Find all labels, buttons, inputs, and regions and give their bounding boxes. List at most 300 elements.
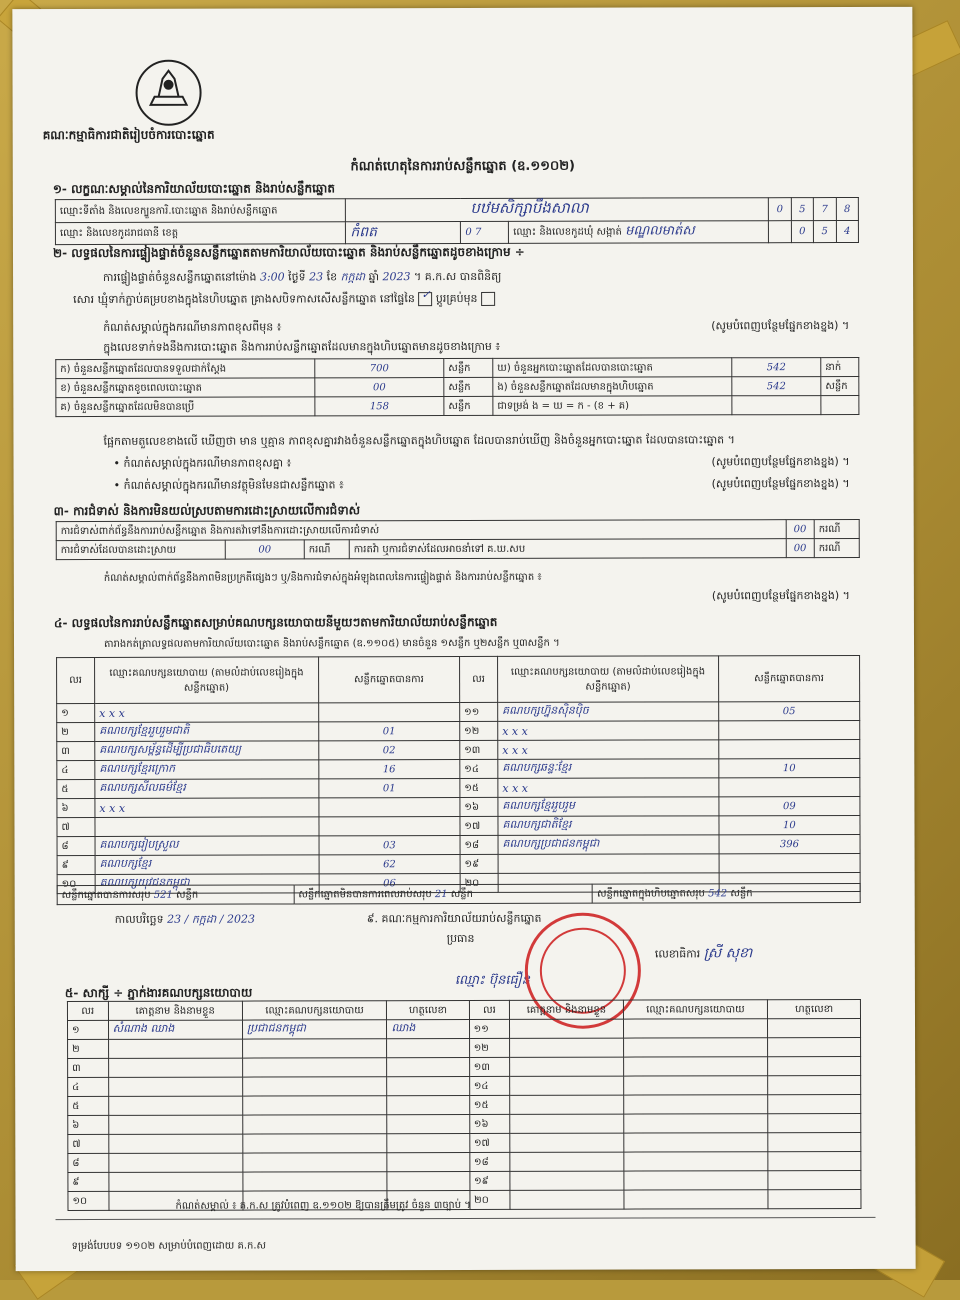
total-valid-label: សន្លឹកឆ្នោតបានការសរុប — [61, 889, 151, 901]
result-row — [57, 739, 860, 760]
result-votes: 10 — [782, 762, 796, 774]
result-party-cell — [498, 778, 719, 798]
result-row — [57, 701, 860, 722]
result-no: ៤ — [57, 760, 95, 779]
result-votes: 09 — [782, 800, 796, 812]
count-right-unit — [821, 395, 859, 414]
count-left-value: 158 — [369, 400, 389, 412]
result-no: ១៩ — [460, 854, 498, 873]
seal-text: សោរ ឃ្មុំទាក់ភ្ជាប់គម្របខាងក្នុងនៃហិបឆ្នោត គ្រាងសបិទកាសសើសន្លឹកឆ្នោត នៅផ្ទៃនៃ — [73, 292, 415, 307]
result-votes-cell — [319, 741, 460, 760]
col-party: ឈ្មោះគណបក្សនយោបាយ (តាមលំដាប់លេខរៀងក្នុងសន្លឹកឆ្នោត) — [498, 656, 719, 703]
witness-empty-cell — [768, 1018, 861, 1037]
section-1-table — [55, 197, 859, 245]
results-intro: តារាងកត់ត្រាលទ្ធផលតាមការិយាល័យបោះឆ្នោត និងរាប់សន្លឹកឆ្នោត (ឧ.១១០៥) មានចំនួន ១សន្លឹក ឬ២សន្លឹក ឬ៣សន្លឹក ។ — [103, 637, 560, 650]
col-no: លរ — [459, 656, 497, 702]
result-votes-cell — [318, 703, 459, 722]
section-2-heading: ២- លទ្ធផលនៃការផ្ទៀងផ្ទាត់ចំនួនសន្លឹកឆ្នោតតាមការិយាល័យបោះឆ្នោត និងរាប់សន្លឹកឆ្នោតដូចខាងក្រោម ÷ — [52, 244, 525, 261]
witness-row — [68, 1132, 861, 1153]
witness-name-cell — [108, 1115, 242, 1134]
count-left-value: 00 — [372, 381, 386, 393]
result-party: x x x — [502, 724, 528, 738]
before-checkbox[interactable] — [481, 292, 495, 306]
witness-party-cell — [243, 1172, 388, 1191]
count-row — [56, 357, 859, 378]
fill-note-3: (សូមបំពេញបន្ថែមផ្នែកខាងខ្នង) ។ — [711, 476, 850, 491]
witness-no: ១៤ — [469, 1076, 510, 1095]
verification-day: 23 — [309, 270, 324, 284]
witness-empty-cell — [768, 1094, 861, 1113]
province-code: 0 7 — [465, 226, 482, 238]
month-label: ខែ — [326, 270, 338, 284]
appeal-value: 00 — [793, 542, 807, 554]
result-no: ៩ — [57, 855, 95, 874]
section-4-heading: ៤- លទ្ធផលនៃការរាប់សន្លឹកឆ្នោតសម្រាប់គណបក្សនយោបាយនីមួយៗតាមការិយាល័យរាប់សន្លឹកឆ្នោត — [53, 614, 498, 631]
witness-no: ២០ — [470, 1190, 511, 1209]
count-intro: ក្នុងលេខទាក់ទងនឹងការបោះឆ្នោត និងការរាប់សន្លឹកឆ្នោតដែលមានក្នុងហិបឆ្នោតមានដូចខាងក្រោម ៖ — [103, 339, 501, 354]
verification-time: 3:00 — [259, 270, 285, 284]
location-code-2: 5 — [799, 203, 806, 215]
witness-name-cell — [108, 1039, 242, 1058]
witness-empty-cell — [623, 1019, 768, 1038]
result-party-cell — [95, 779, 319, 799]
result-votes: 01 — [382, 782, 396, 794]
section-3-heading: ៣- ការជំទាស់ និងការមិនយល់ស្របតាមការដោះស្រាយលើការជំទាស់ — [53, 503, 361, 519]
witness-sign-cell — [387, 1095, 469, 1114]
col-name: គោត្តនាម និងនាមខ្លួន — [510, 1000, 623, 1019]
witness-no: ១២ — [469, 1038, 510, 1057]
result-no: ៨ — [57, 836, 95, 855]
location-code-1: 0 — [776, 203, 784, 215]
witness-party-cell — [242, 1077, 387, 1096]
result-no: ១៣ — [460, 740, 498, 759]
result-votes: 16 — [382, 763, 396, 775]
commune-code-1: 0 — [799, 226, 806, 238]
witness-no: ១៩ — [470, 1171, 511, 1190]
witness-empty-cell — [623, 1057, 768, 1076]
total-box-value: 542 — [708, 887, 728, 899]
result-row — [57, 796, 860, 817]
count-right-label: ជាទម្រង់ ង = ឃ = ក - (ខ + គ) — [493, 396, 732, 416]
witness-empty-cell — [510, 1152, 623, 1171]
col-party: ឈ្មោះគណបក្សនយោបាយ — [242, 1001, 387, 1020]
result-votes-cell — [319, 855, 460, 874]
witness-empty-cell — [624, 1190, 769, 1209]
count-right-label: ឃ) ចំនួនអ្នកបោះឆ្នោតដែលបានបោះឆ្នោត — [493, 358, 732, 378]
result-no: ១១ — [460, 702, 498, 721]
witness-sign-cell — [387, 1038, 469, 1057]
result-row — [57, 834, 860, 855]
location-value: បឋមសិក្សាបឹងសាលា — [470, 198, 589, 217]
chair-signature: ឈ្មោះ ប៊ុនធឿន — [454, 972, 530, 989]
witness-empty-cell — [510, 1114, 623, 1133]
witness-empty-cell — [624, 1152, 769, 1171]
unit: ករណី — [814, 519, 859, 538]
witness-empty-cell — [510, 1076, 623, 1095]
count-right-cell — [732, 377, 821, 396]
fill-note-2: (សូមបំពេញបន្ថែមផ្នែកខាងខ្នង) ។ — [711, 454, 850, 469]
footer-divider — [56, 1217, 876, 1220]
unit: សន្លឹក — [175, 889, 199, 901]
seal-checkbox[interactable]: ✓ — [418, 292, 432, 306]
commune-code-2: 5 — [821, 226, 828, 238]
result-votes-cell — [718, 720, 859, 739]
count-left-unit: សន្លឹក — [444, 358, 493, 377]
witness-empty-cell — [768, 1151, 861, 1170]
witness-name-cell — [108, 1172, 242, 1191]
col-no: លរ — [57, 657, 95, 703]
witness-note: កំណត់សម្គាល់ ៖ គ.ក.ស ត្រូវបំពេញ ឧ.១១០២ ឱ្យបានត្រឹមត្រូវ ចំនួន ៣ច្បាប់ ។ — [175, 1199, 471, 1212]
witness-sign: ឈាង — [391, 1021, 416, 1035]
province-label: ឈ្មោះ និងលេខកូដរាជធានី ខេត្ត — [55, 222, 345, 245]
result-party-cell — [498, 816, 719, 836]
count-row — [56, 395, 859, 416]
result-party-cell — [498, 702, 719, 722]
witness-party-cell — [243, 1153, 388, 1172]
commune-label: ឈ្មោះ និងលេខកូដឃុំ សង្កាត់ — [513, 226, 622, 238]
witness-empty-cell — [623, 1133, 768, 1152]
result-no: ៥ — [57, 779, 95, 798]
commune-code-3: 4 — [843, 225, 851, 238]
result-no: ២ — [57, 722, 95, 741]
result-party-cell — [95, 741, 319, 761]
result-votes: 396 — [779, 838, 799, 850]
form-sheet — [12, 7, 915, 1271]
count-left-label: ក) ចំនួនសន្លឹកឆ្នោតដែលបានទទួលជាក់ស្តែង — [56, 359, 315, 379]
result-party-cell — [498, 797, 719, 817]
count-right-value: 542 — [766, 380, 786, 392]
col-party: ឈ្មោះគណបក្សនយោបាយ (តាមលំដាប់លេខរៀងក្នុងសន្លឹកឆ្នោត) — [95, 657, 319, 704]
seal-line — [73, 288, 495, 309]
secretary-signature: ស្រី សុខា — [703, 945, 753, 962]
witness-party-cell — [242, 1020, 387, 1039]
fill-note-1: (សូមបំពេញបន្ថែមផ្នែកខាងខ្នង) ។ — [711, 318, 850, 333]
location-code-4: 8 — [843, 203, 851, 215]
result-votes: 01 — [382, 725, 396, 737]
witness-empty-cell — [768, 1132, 861, 1151]
result-party: គណបក្សខ្មែររួបរួម — [502, 798, 576, 812]
result-no: ៧ — [57, 817, 95, 836]
result-no: ៣ — [57, 741, 95, 760]
resolved-value: 00 — [258, 544, 272, 556]
witness-no: ៦ — [68, 1115, 109, 1134]
result-no: ១៥ — [460, 778, 498, 797]
count-right-cell — [732, 396, 821, 415]
witness-empty-cell — [510, 1095, 623, 1114]
witness-sign-cell — [387, 1057, 469, 1076]
secretary-line — [655, 943, 753, 964]
witness-row — [68, 1113, 861, 1134]
province-value: កំពត — [350, 224, 378, 241]
witness-row — [68, 1094, 861, 1115]
date-value: 23 / កក្កដា / 2023 — [167, 912, 255, 926]
result-votes-cell — [319, 779, 460, 798]
result-votes-cell — [719, 739, 860, 758]
result-party-cell — [498, 721, 719, 741]
witness-empty-cell — [623, 1038, 768, 1057]
witness-empty-cell — [510, 1019, 623, 1038]
witness-empty-cell — [768, 1189, 861, 1208]
unit: សន្លឹក — [450, 888, 474, 900]
totals-table — [57, 883, 861, 905]
count-right-label: ង) ចំនួនសន្លឹកឆ្នោតដែលមានក្នុងហិបឆ្នោត — [493, 377, 732, 397]
result-no: ១៨ — [460, 835, 498, 854]
count-left-value: 700 — [369, 362, 389, 374]
result-votes-cell — [719, 758, 860, 777]
objection-value: 00 — [793, 523, 807, 535]
result-row — [57, 758, 860, 779]
witness-name-cell — [108, 1058, 242, 1077]
witness-no: ១១ — [469, 1019, 510, 1038]
location-label: ឈ្មោះទីតាំង និងលេខក្បួនការិ.បោះឆ្នោត និងរាប់សន្លឹកឆ្នោត — [55, 199, 345, 223]
result-party-cell — [95, 798, 319, 818]
witness-no: ៣ — [68, 1058, 109, 1077]
witness-row — [68, 1056, 861, 1077]
result-party: គណបក្សសម្ព័ន្ធដើម្បីប្រជាធិបតេយ្យ — [99, 742, 242, 756]
result-party-cell — [498, 835, 719, 855]
note-3: • កំណត់សម្គាល់ក្នុងករណីមានវត្ថុមិនមែនជាសន្លឹកឆ្នោត ៖ — [113, 478, 344, 492]
witness-row — [68, 1151, 861, 1172]
witness-empty-cell — [510, 1133, 623, 1152]
count-right-unit: សន្លឹក — [821, 376, 859, 395]
result-party: គណបក្សប្រជាជនកម្ពុជា — [502, 836, 600, 850]
witness-row — [67, 1018, 860, 1039]
col-name: គោត្តនាម និងនាមខ្លួន — [108, 1001, 242, 1020]
witness-no: ២ — [68, 1039, 109, 1058]
result-votes-cell — [719, 777, 860, 796]
witness-empty-cell — [624, 1171, 769, 1190]
total-invalid-value: 21 — [434, 888, 448, 900]
witness-no: ១០ — [68, 1191, 109, 1210]
witness-name-cell — [108, 1153, 242, 1172]
verification-year: 2023 — [382, 270, 411, 284]
result-party: គណបក្សជាតិខ្មែរ — [502, 817, 572, 831]
count-left-cell — [315, 397, 444, 416]
result-votes: 02 — [382, 744, 396, 756]
col-no: លរ — [469, 1000, 510, 1019]
footer-text: ទម្រង់បែបបទ ១១០២ សម្រាប់បំពេញដោយ គ.ក.ស — [71, 1240, 267, 1253]
verification-text: ការផ្ទៀងផ្ទាត់ចំនួនសន្លឹកឆ្នោតនៅម៉ោង — [103, 270, 257, 284]
result-row — [57, 853, 860, 874]
count-left-unit: សន្លឹក — [444, 396, 493, 415]
witness-empty-cell — [768, 1056, 861, 1075]
witness-row — [68, 1075, 861, 1096]
note-1: កំណត់សម្គាល់ក្នុងករណីមានភាពខុសពីមុន ៖ — [103, 320, 282, 334]
result-party-cell — [95, 836, 319, 856]
col-no: លរ — [67, 1001, 108, 1020]
difference-line: ផ្អែកតាមតួលេខខាងលើ ឃើញថា មាន ឬគ្មាន ភាពខុសគ្នារវាងចំនួនសន្លឹកឆ្នោតក្នុងហិបឆ្នោត ដែលបានរាប់ឃើញ និងចំនួនអ្នកបោះឆ្នោត ដែលបានបោះឆ្នោត ។ — [103, 433, 735, 448]
count-left-unit: សន្លឹក — [444, 377, 493, 396]
unit: ករណី — [304, 540, 349, 559]
witness-sign-cell — [387, 1133, 469, 1152]
note-2: • កំណត់សម្គាល់ក្នុងករណីមានភាពខុសគ្នា ៖ — [113, 456, 292, 470]
secretary-label: លេខាធិការ — [654, 947, 701, 961]
unit: ករណី — [814, 538, 859, 557]
result-votes-cell — [719, 834, 860, 853]
witness-sign-cell — [387, 1019, 469, 1038]
witness-empty-cell — [510, 1057, 623, 1076]
date-label: កាលបរិច្ឆេទ — [114, 912, 164, 926]
objection-note: កំណត់សម្គាល់ពាក់ព័ន្ធនឹងភាពមិនប្រក្រតីផ្សេងៗ ឬ/និងការជំទាស់ក្នុងអំឡុងពេលនៃការផ្ទៀងផ្ទាត់ និងការរាប់សន្លឹកឆ្នោត ៖ — [103, 571, 542, 584]
count-left-cell — [315, 378, 444, 397]
total-box-label: សន្លឹកឆ្នោតក្នុងហិបឆ្នោតសរុប — [596, 887, 705, 900]
result-row — [57, 720, 860, 741]
witness-table — [67, 999, 862, 1211]
witness-empty-cell — [623, 1114, 768, 1133]
witness-empty-cell — [768, 1075, 861, 1094]
witness-empty-cell — [623, 1076, 768, 1095]
result-votes-cell — [719, 796, 860, 815]
result-party: គណបក្សរៀបស្រួល — [99, 837, 179, 851]
witness-no: ១៣ — [469, 1057, 510, 1076]
result-votes: 05 — [782, 705, 796, 717]
col-party: ឈ្មោះគណបក្សនយោបាយ — [623, 1000, 768, 1019]
section-5-heading: ៥- សាក្សី ÷ ភ្នាក់ងារគណបក្សនយោបាយ — [64, 985, 253, 1001]
count-left-cell — [315, 359, 444, 378]
unit: សន្លឹក — [730, 887, 753, 899]
result-votes-cell — [319, 798, 460, 817]
result-votes-cell — [319, 817, 460, 836]
result-party-cell — [498, 854, 719, 874]
result-no: ១២ — [460, 721, 498, 740]
witness-empty-cell — [510, 1038, 623, 1057]
witness-empty-cell — [768, 1037, 861, 1056]
section-1-heading: ១- លក្ខណៈសម្គាល់នៃការិយាល័យបោះឆ្នោត និងរាប់សន្លឹកឆ្នោត — [52, 181, 335, 197]
witness-row — [68, 1037, 861, 1058]
count-table — [55, 357, 859, 417]
witness-no: ៩ — [68, 1172, 109, 1191]
col-sign: ហត្ថលេខា — [387, 1000, 469, 1019]
count-right-value: 542 — [766, 361, 786, 373]
result-no: ២០ — [460, 873, 498, 892]
result-votes: 03 — [382, 839, 396, 851]
result-party: គណបក្សខ្មែរក្រោក — [99, 761, 176, 775]
result-votes-cell — [318, 722, 459, 741]
emblem-icon — [132, 57, 204, 129]
result-party: x x x — [502, 781, 529, 795]
result-party: គណបក្សសីលធម៌ខ្មែរ — [99, 780, 186, 794]
witness-party-cell — [243, 1096, 388, 1115]
total-invalid-label: សន្លឹកឆ្នោតមិនបានការពេលរាប់សរុប — [298, 888, 432, 900]
fill-note-4: (សូមបំពេញបន្ថែមផ្នែកខាងខ្នង) ។ — [711, 588, 850, 603]
result-votes: 10 — [782, 819, 796, 831]
result-party-cell — [95, 760, 319, 780]
result-party-cell — [95, 855, 319, 875]
result-party-cell — [95, 722, 319, 742]
witness-no: ១៥ — [469, 1095, 510, 1114]
count-row — [56, 376, 859, 397]
result-party: x x x — [99, 801, 126, 815]
result-votes-cell — [719, 853, 860, 872]
witness-no: ៥ — [68, 1096, 109, 1115]
witness-no: ៧ — [68, 1134, 109, 1153]
count-right-unit: នាក់ — [821, 357, 859, 376]
year-label: ឆ្នាំ — [368, 270, 380, 284]
result-votes-cell — [718, 701, 859, 720]
witness-name-cell — [108, 1096, 242, 1115]
result-party: គណបក្សឆន្ទៈខ្មែរ — [502, 760, 572, 774]
result-party-cell — [498, 740, 719, 760]
witness-no: ៨ — [68, 1153, 109, 1172]
result-votes-cell — [319, 760, 460, 779]
result-party: x x x — [99, 706, 125, 720]
result-party: គណបក្សយុវជនកម្ពុជា — [99, 875, 190, 889]
result-row — [57, 777, 860, 798]
col-sign: ហត្ថលេខា — [768, 999, 861, 1018]
form-title: កំណត់ហេតុនៃការរាប់សន្លឹកឆ្នោត (ឧ.១១០២) — [350, 158, 576, 175]
objection-label: ការជំទាស់ពាក់ព័ន្ធនឹងការរាប់សន្លឹកឆ្នោត និងការតវ៉ាទៅនឹងការដោះស្រាយលើការជំទាស់ — [56, 520, 786, 541]
count-left-label: គ) ចំនួនសន្លឹកឆ្នោតដែលមិនបានប្រើ — [56, 397, 315, 417]
chair-label: ប្រធាន — [446, 931, 475, 946]
witness-empty-cell — [510, 1190, 623, 1209]
total-valid-value: 521 — [153, 889, 173, 901]
witness-name: សំណាង ឈាង — [112, 1021, 175, 1035]
witness-party-cell — [243, 1134, 388, 1153]
witness-party-cell — [242, 1058, 387, 1077]
witness-empty-cell — [768, 1113, 861, 1132]
witness-sign-cell — [387, 1152, 469, 1171]
witness-empty-cell — [510, 1171, 623, 1190]
result-no: ១៧ — [460, 816, 498, 835]
result-party-cell — [95, 817, 319, 837]
witness-no: ១៦ — [469, 1114, 510, 1133]
result-no: ១ — [57, 703, 95, 722]
witness-sign-cell — [387, 1114, 469, 1133]
org-name: គណៈកម្មាធិការជាតិរៀបចំការបោះឆ្នោត — [42, 127, 215, 143]
witness-sign-cell — [387, 1171, 469, 1190]
results-table — [56, 655, 861, 894]
witness-party-cell — [243, 1115, 388, 1134]
witness-empty-cell — [623, 1095, 768, 1114]
result-no: ១៦ — [460, 797, 498, 816]
result-party: គណបក្សខ្មែររួបរួមជាតិ — [99, 723, 190, 737]
result-no: ១០ — [57, 874, 95, 893]
result-votes: 62 — [383, 858, 396, 870]
witness-empty-cell — [768, 1170, 861, 1189]
count-right-cell — [732, 358, 821, 377]
result-votes-cell — [719, 815, 860, 834]
count-left-label: ខ) ចំនួនសន្លឹកឆ្នោតខូចពេលបោះឆ្នោត — [56, 378, 315, 398]
date-line — [115, 913, 255, 929]
commune-value: មណ្ឌលមាត់ស — [625, 223, 695, 239]
verification-month: កក្កដា — [340, 270, 366, 284]
day-label: ថ្ងៃទី — [288, 270, 306, 284]
witness-row — [68, 1170, 861, 1191]
witness-no: ១ — [67, 1020, 108, 1039]
result-party: គណបក្សហ្វ៊ុនស៊ិនប៉ិច — [502, 703, 589, 717]
result-row — [57, 815, 860, 836]
witness-no: ១៨ — [470, 1152, 511, 1171]
witness-name-cell — [108, 1077, 242, 1096]
result-no: ៦ — [57, 798, 95, 817]
witness-sign-cell — [387, 1076, 469, 1095]
col-votes: សន្លឹកឆ្នោតបានការ — [718, 655, 859, 701]
witness-name-cell — [108, 1134, 242, 1153]
before-label: ប្តូរគ្រប់មុន — [435, 291, 478, 306]
verification-line — [103, 270, 501, 287]
objection-table — [56, 519, 860, 560]
result-party: គណបក្សខ្មែរ — [99, 856, 152, 870]
witness-party-cell — [242, 1039, 387, 1058]
col-votes: សន្លឹកឆ្នោតបានការ — [318, 657, 459, 703]
verification-text-end: ។ គ.ក.ស បានពិនិត្យ — [414, 269, 502, 284]
result-votes-cell — [319, 836, 460, 855]
witness-name-cell — [108, 1020, 242, 1039]
committee-label: ៩. គណៈកម្មការការិយាល័យរាប់សន្លឹកឆ្នោត — [366, 911, 542, 926]
result-votes: 06 — [383, 877, 396, 889]
result-no: ១៤ — [460, 759, 498, 778]
witness-no: ១៧ — [469, 1133, 510, 1152]
